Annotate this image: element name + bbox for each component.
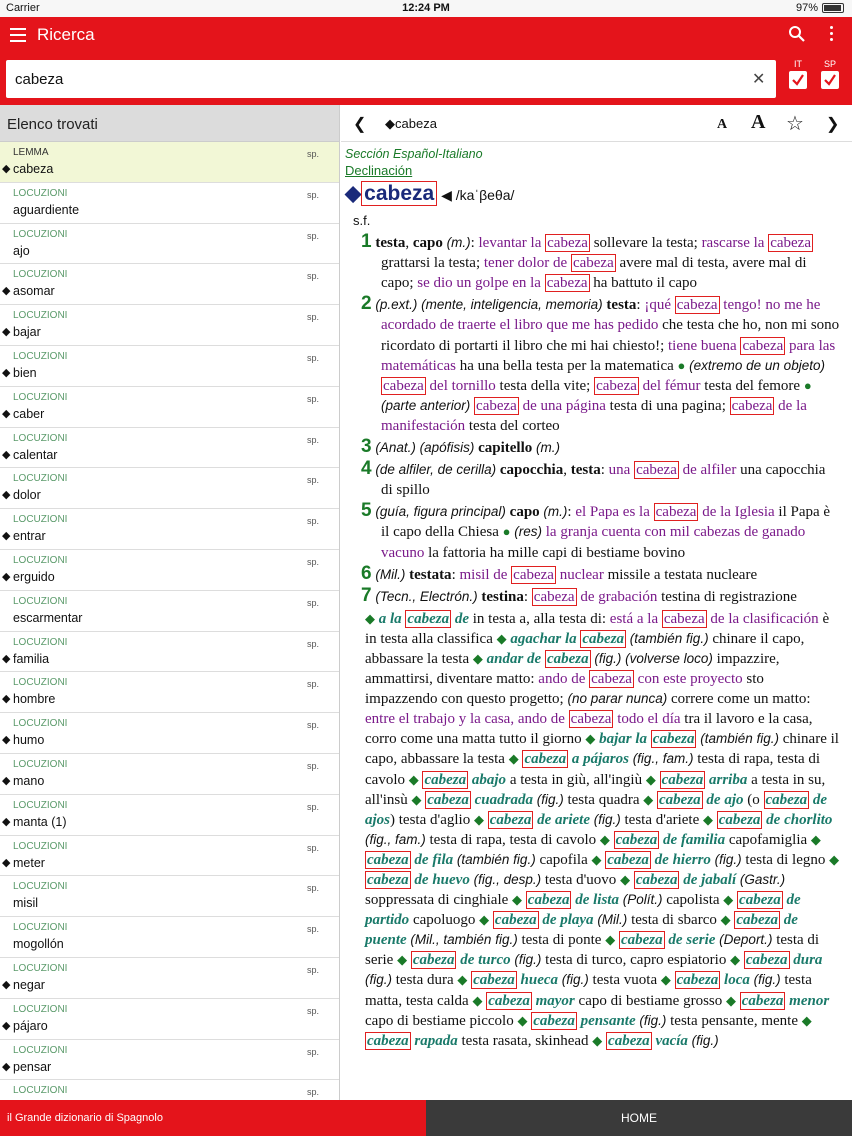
list-item[interactable] xyxy=(0,713,339,754)
sense: 2 (p.ext.) (mente, inteligencia, memoria) testa: ¡qué cabeza tengo! no me he acordado de traerte el libro que me has pedido che testa che ho, non mi sono ricordato di portarti il libro che mi hai chiesto!; tiene buena cabeza para las matemáticas ha una bella testa per la matematica ● (extremo de un objeto) cabeza del tornillo testa della vite; cabeza del fémur testa del femore ● (parte anterior) cabeza de una página testa di una pagina; cabeza de la manifestación testa del corteo xyxy=(361,293,840,434)
sense-number: 2 xyxy=(361,293,372,315)
item-word: humo xyxy=(13,733,45,748)
phrases-block: ◆ a la cabeza de in testa a, alla testa di: está a la cabeza de la clasificación è in testa alla classifica ◆ agachar la cabeza (también fig.) chinare il capo, abbassare la testa ◆ andar de cabeza (fig.) (volverse loco) impazzire, ammattirsi, diventare matto: ando de cabeza con este proyecto sto impazzendo con questo progetto; (no parar nunca) correre come un matto: entre el trabajo y la casa, ando de cabeza todo el día tra il lavoro e la casa, corro come una matta tutto il giorno ◆ bajar la cabeza (también fig.) chinare il capo, abbassare la testa ◆ cabeza a pájaros (fig., fam.) testa di rapa, testa di cavolo ◆ cabeza abajo a testa in giù, all'ingiù ◆ cabeza arriba a testa in su, all'insù ◆ cabeza cuadrada (fig.) testa quadra ◆ cabeza de ajo (o cabeza de ajos) testa d'aglio ◆ cabeza de ariete (fig.) testa d'ariete ◆ cabeza de chorlito (fig., fam.) testa di rapa, testa di cavolo ◆ cabeza de familia capofamiglia ◆ cabeza de fila (también fig.) capofila ◆ cabeza de hierro (fig.) testa di legno ◆ cabeza de huevo (fig., desp.) testa d'uovo ◆ cabeza de jabalí (Gastr.) soppressata di cinghiale ◆ cabeza de lista (Polít.) capolista ◆ cabeza de partido capoluogo ◆ cabeza de playa (Mil.) testa di sbarco ◆ cabeza de puente (Mil., también fig.) testa di ponte ◆ cabeza de serie (Deport.) testa di serie ◆ cabeza de turco (fig.) testa di turco, capro espiatorio ◆ cabeza dura (fig.) testa dura ◆ cabeza hueca (fig.) testa vuota ◆ cabeza loca (fig.) testa matta, testa calda ◆ cabeza mayor capo di bestiame grosso ◆ cabeza menor capo di bestiame piccolo ◆ cabeza pensante (fig.) testa pensante, mente ◆ cabeza rapada testa rasata, skinhead ◆ cabeza vacía (fig.) xyxy=(365,610,840,1049)
sense-number: 1 xyxy=(361,231,372,253)
list-item[interactable] xyxy=(0,917,339,958)
item-category: LOCUZIONI xyxy=(13,228,68,240)
list-item[interactable] xyxy=(0,1080,339,1100)
list-item[interactable] xyxy=(0,264,339,305)
item-lang: sp. xyxy=(306,964,319,975)
menu-icon[interactable] xyxy=(10,28,26,42)
item-word: mano xyxy=(13,773,45,788)
item-word: bajar xyxy=(13,325,41,340)
diamond-icon: ◆ xyxy=(2,530,11,543)
diamond-icon: ◆ xyxy=(2,1019,11,1032)
item-category: LOCUZIONI xyxy=(13,310,68,322)
item-lang: sp. xyxy=(306,230,319,241)
item-word: hombre xyxy=(13,692,56,707)
clock: 12:24 PM xyxy=(402,2,450,14)
list-item[interactable] xyxy=(0,958,339,999)
declension-link[interactable]: Declinación xyxy=(345,163,413,178)
diamond-icon: ◆ xyxy=(385,116,395,131)
item-lang: sp. xyxy=(306,312,319,323)
diamond-icon: ◆ xyxy=(2,407,11,420)
item-category: LOCUZIONI xyxy=(13,187,68,199)
item-category: LOCUZIONI xyxy=(13,269,68,281)
diamond-icon: ◆ xyxy=(2,285,11,298)
diamond-icon: ◆ xyxy=(2,570,11,583)
item-word: erguido xyxy=(13,569,55,584)
item-word: escarmentar xyxy=(13,610,83,625)
item-word: pájaro xyxy=(13,1018,48,1033)
sense-number: 5 xyxy=(361,500,372,522)
list-item[interactable] xyxy=(0,468,339,509)
diamond-icon: ◆ xyxy=(2,815,11,828)
item-lang: sp. xyxy=(306,720,319,731)
footer xyxy=(0,1100,852,1136)
diamond-icon: ◆ xyxy=(2,448,11,461)
list-item[interactable] xyxy=(0,632,339,673)
results-panel xyxy=(0,105,340,1100)
entry-toolbar xyxy=(341,105,852,142)
item-word: cabeza xyxy=(13,162,54,176)
item-category: LOCUZIONI xyxy=(13,554,68,566)
sense: 3 (Anat.) (apófisis) capitello (m.) xyxy=(361,436,561,458)
lang-it-toggle[interactable] xyxy=(788,59,808,89)
list-item[interactable] xyxy=(0,224,339,265)
item-category: LOCUZIONI xyxy=(13,514,68,526)
list-item[interactable] xyxy=(0,428,339,469)
item-category: LOCUZIONI xyxy=(13,799,68,811)
app-bar xyxy=(0,17,852,53)
list-item[interactable] xyxy=(0,509,339,550)
footer-app-name: il Grande dizionario di Spagnolo xyxy=(0,1100,426,1136)
item-word: calentar xyxy=(13,447,58,462)
sense: 6 (Mil.) testata: misil de cabeza nuclear missile a testata nucleare xyxy=(361,562,758,584)
diamond-icon: ◆ xyxy=(2,856,11,869)
list-item[interactable] xyxy=(0,836,339,877)
diamond-icon: ◆ xyxy=(2,163,11,175)
item-category: LOCUZIONI xyxy=(13,718,68,730)
list-item[interactable] xyxy=(0,305,339,346)
item-category: LEMMA xyxy=(13,147,49,158)
item-word: aguardiente xyxy=(13,202,80,217)
search-icon[interactable] xyxy=(788,25,806,43)
item-lang: sp. xyxy=(306,760,319,771)
status-bar xyxy=(0,0,852,17)
item-category: LOCUZIONI xyxy=(13,1003,68,1015)
item-word: manta (1) xyxy=(13,814,67,829)
item-word: caber xyxy=(13,406,45,421)
results-list xyxy=(0,142,339,1100)
diamond-icon: ◆ xyxy=(2,774,11,787)
item-lang: sp. xyxy=(306,597,319,608)
lang-sp-toggle[interactable] xyxy=(820,59,840,89)
item-category: LOCUZIONI xyxy=(13,391,68,403)
item-category: LOCUZIONI xyxy=(13,962,68,974)
list-item[interactable] xyxy=(0,183,339,224)
list-item[interactable] xyxy=(0,795,339,836)
sense-number: 7 xyxy=(361,584,372,606)
item-lang: sp. xyxy=(306,149,319,159)
item-lang: sp. xyxy=(306,556,319,567)
list-item[interactable] xyxy=(0,876,339,917)
senses-list xyxy=(345,232,840,607)
item-category: LOCUZIONI xyxy=(13,677,68,689)
search-input[interactable] xyxy=(6,60,776,98)
item-category: LOCUZIONI xyxy=(13,595,68,607)
list-item[interactable] xyxy=(0,754,339,795)
item-category: LOCUZIONI xyxy=(13,922,68,934)
lang-it-label: IT xyxy=(794,59,802,69)
search-bar xyxy=(0,53,852,105)
item-lang: sp. xyxy=(306,1046,319,1057)
headword-text: cabeza xyxy=(361,181,437,206)
sense-number: 4 xyxy=(361,458,372,480)
item-word: familia xyxy=(13,651,50,666)
clear-icon[interactable]: ✕ xyxy=(752,71,766,88)
item-category: LOCUZIONI xyxy=(13,1085,68,1097)
section-label: Sección Español-Italiano xyxy=(345,147,483,161)
item-word: dolor xyxy=(13,488,41,503)
item-category: LOCUZIONI xyxy=(13,840,68,852)
diamond-icon: ◆ xyxy=(2,1060,11,1073)
item-lang: sp. xyxy=(306,352,319,363)
item-word: bien xyxy=(13,365,37,380)
grammar-label: s.f. xyxy=(353,213,371,228)
back-icon[interactable]: ❮ xyxy=(353,116,367,133)
item-word: meter xyxy=(13,855,45,870)
sense: 1 testa, capo (m.): levantar la cabeza sollevare la testa; rascarse la cabeza grattarsi la testa; tener dolor de cabeza avere mal di testa, avere mal di capo; se dio un golpe en la cabeza ha battuto il capo xyxy=(361,231,811,292)
item-lang: sp. xyxy=(306,1087,319,1098)
page-title: Ricerca xyxy=(37,25,95,44)
current-entry-word: cabeza xyxy=(395,116,437,131)
item-word: entrar xyxy=(13,529,46,544)
phonetic: /kaˈβeθa/ xyxy=(455,187,515,203)
item-lang: sp. xyxy=(306,516,319,527)
item-word: negar xyxy=(13,977,45,992)
list-item[interactable] xyxy=(0,550,339,591)
battery-label: 97% xyxy=(795,2,818,14)
more-options-icon[interactable] xyxy=(830,26,834,44)
sense: 5 (guía, figura principal) capo (m.): el Papa es la cabeza de la Iglesia il Papa è il capo della Chiesa ● (res) la granja cuenta con mil cabezas de ganado vacuno la fattoria ha mille capi di bestiame bovino xyxy=(361,500,831,561)
item-lang: sp. xyxy=(306,475,319,486)
item-lang: sp. xyxy=(306,679,319,690)
item-lang: sp. xyxy=(306,1005,319,1016)
home-button[interactable]: HOME xyxy=(426,1100,852,1136)
font-larger-button[interactable]: A xyxy=(751,111,766,133)
entry-content xyxy=(341,142,852,1100)
font-smaller-button[interactable]: A xyxy=(717,117,728,132)
item-category: LOCUZIONI xyxy=(13,473,68,485)
item-lang: sp. xyxy=(306,924,319,935)
item-category: LOCUZIONI xyxy=(13,350,68,362)
item-word: pensar xyxy=(13,1059,52,1074)
item-category: LOCUZIONI xyxy=(13,758,68,770)
diamond-icon: ◆ xyxy=(2,366,11,379)
list-item[interactable] xyxy=(0,672,339,713)
forward-icon[interactable]: ❯ xyxy=(826,116,840,133)
item-lang: sp. xyxy=(306,842,319,853)
diamond-icon: ◆ xyxy=(2,978,11,991)
sense: 4 (de alfiler, de cerilla) capocchia, testa: una cabeza de alfiler una capocchia di spillo xyxy=(361,458,826,499)
diamond-icon: ◆ xyxy=(2,734,11,747)
diamond-icon: ◆ xyxy=(2,652,11,665)
list-item[interactable] xyxy=(0,142,339,183)
checkbox-it-icon[interactable] xyxy=(789,71,807,89)
lang-sp-label: SP xyxy=(823,59,836,69)
item-lang: sp. xyxy=(306,801,319,812)
item-word: misil xyxy=(13,896,38,911)
list-item[interactable] xyxy=(0,999,339,1040)
diamond-icon: ◆ xyxy=(2,326,11,339)
item-category: LOCUZIONI xyxy=(13,636,68,648)
item-lang: sp. xyxy=(306,638,319,649)
sense-number: 6 xyxy=(361,562,372,584)
star-icon[interactable]: ☆ xyxy=(786,113,804,135)
sense-number: 3 xyxy=(361,436,372,458)
item-category: LOCUZIONI xyxy=(13,881,68,893)
carrier-label: Carrier xyxy=(6,2,40,14)
list-item[interactable] xyxy=(0,346,339,387)
results-header: Elenco trovati xyxy=(0,105,339,142)
current-entry xyxy=(385,116,437,132)
diamond-icon: ◆ xyxy=(2,693,11,706)
item-word: ajo xyxy=(13,243,30,258)
list-item[interactable] xyxy=(0,387,339,428)
list-item[interactable] xyxy=(0,591,339,632)
item-category: LOCUZIONI xyxy=(13,1044,68,1056)
item-word: mogollón xyxy=(13,937,64,952)
item-lang: sp. xyxy=(306,393,319,404)
checkbox-sp-icon[interactable] xyxy=(821,71,839,89)
headword xyxy=(345,180,840,209)
item-lang: sp. xyxy=(306,883,319,894)
list-item[interactable] xyxy=(0,1040,339,1081)
diamond-icon: ◆ xyxy=(2,489,11,502)
sense: 7 (Tecn., Electrón.) testina: cabeza de grabación testina di registrazione xyxy=(361,584,797,606)
item-lang: sp. xyxy=(306,189,319,200)
item-category: LOCUZIONI xyxy=(13,432,68,444)
item-lang: sp. xyxy=(306,271,319,282)
item-lang: sp. xyxy=(306,434,319,445)
battery-icon xyxy=(822,3,844,13)
speaker-icon[interactable]: ◀ xyxy=(441,187,452,203)
item-word: asomar xyxy=(13,284,55,299)
headword-diamond-icon: ◆ xyxy=(345,182,362,205)
